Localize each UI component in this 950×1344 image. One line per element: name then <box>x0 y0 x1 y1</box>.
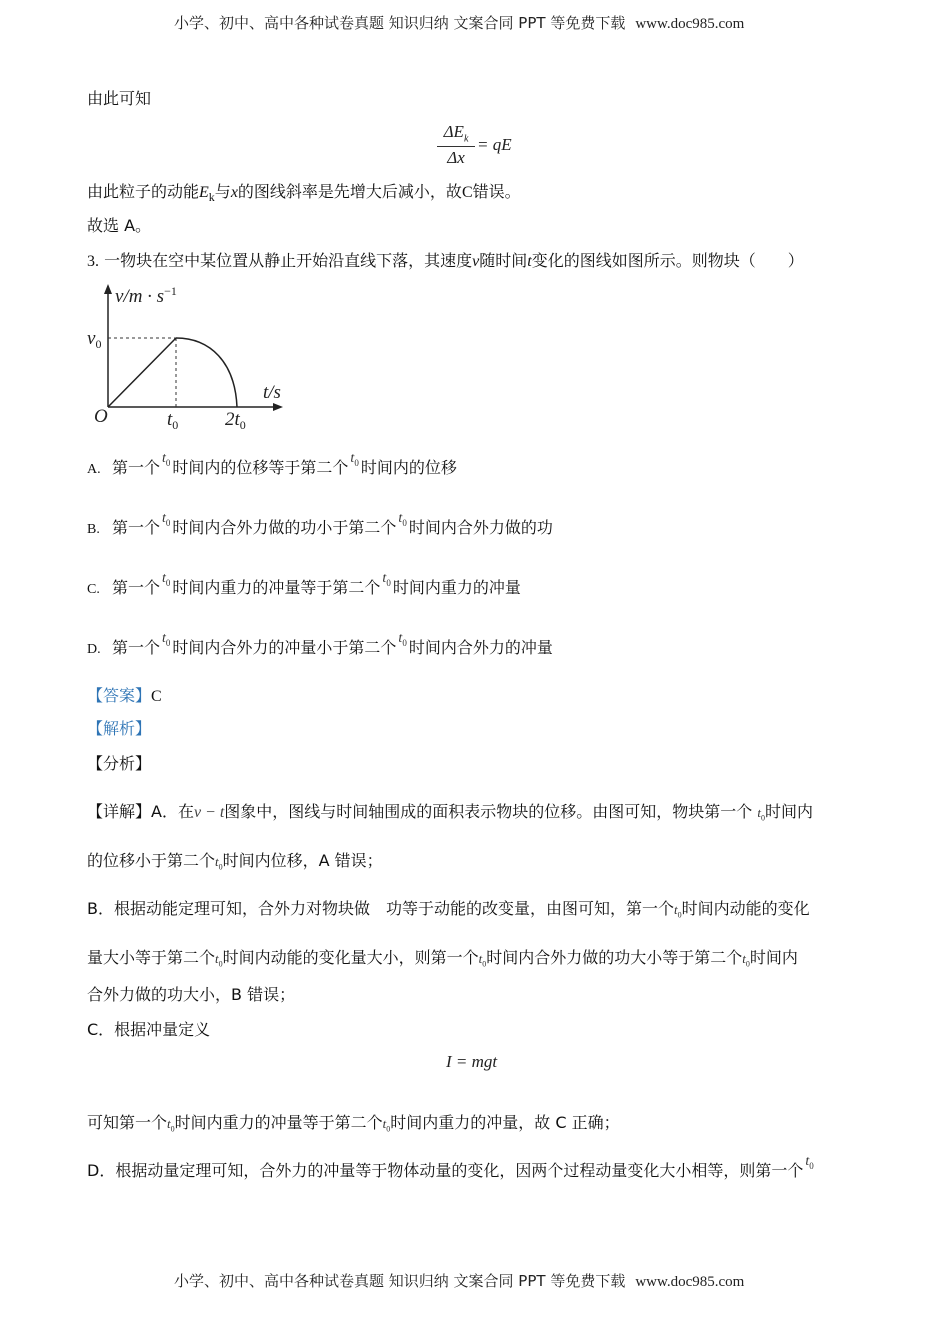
graph-2t0-label: $2t_0$ <box>225 409 246 432</box>
graph-ylabel: $v/m \cdot s^{-1}$ <box>115 284 177 307</box>
option-d[interactable]: D. 第一个 $t_0$ 时间内合外力的冲量小于第二个 $t_0$ 时间内合外力的冲量 <box>87 631 553 657</box>
graph-linear-segment <box>108 338 176 407</box>
intro-line-3: 故选 A。 <box>87 216 152 235</box>
detail-p6: C．根据冲量定义 <box>87 1020 211 1039</box>
fenxi-label: 【分析】 <box>87 754 152 773</box>
graph-origin-label: O <box>94 406 108 427</box>
formula-rhs: = qE <box>477 135 512 154</box>
graph-curve-segment <box>176 338 237 407</box>
fraction-bar <box>437 146 475 147</box>
detail-p5: 合外力做的功大小，B 错误； <box>87 985 296 1004</box>
formula-impulse: I = mgt <box>446 1052 498 1071</box>
answer-value: C <box>151 688 162 705</box>
graph-t0-label: $t_0$ <box>167 409 179 432</box>
vt-graph <box>85 282 305 437</box>
option-b[interactable]: B. 第一个 $t_0$ 时间内合外力做的功小于第二个 $t_0$ 时间内合外力做的功 <box>87 511 553 537</box>
intro-line-2: 由此粒子的动能$E_k$与x的图线斜率是先增大后减小，故C错误。 <box>87 182 521 205</box>
option-a[interactable]: A. 第一个 $t_0$ 时间内的位移等于第二个 $t_0$ 时间内的位移 <box>87 451 457 477</box>
x-axis-arrow <box>273 403 283 411</box>
jiexi-label: 【解析】 <box>87 719 152 738</box>
formula-numerator: $\Delta E_k$ <box>443 122 469 145</box>
detail-p3: B．根据动能定理可知，合外力对物块做 功等于动能的改变量，由图可知，第一个$t_0$时间内动能的变化 <box>87 899 810 920</box>
detail-p4: 量大小等于第二个$t_0$时间内动能的变化量大小，则第一个$t_0$时间内合外力做的功大小等于第二个$t_0$时间内 <box>87 948 798 969</box>
header-text: 小学、初中、高中各种试卷真题 知识归纳 文案合同 PPT 等免费下载 <box>174 14 626 32</box>
header-url[interactable]: www.doc985.com <box>635 16 745 32</box>
formula-dek-dx <box>437 122 517 172</box>
footer-url[interactable]: www.doc985.com <box>635 1274 745 1290</box>
detail-p8: D．根据动量定理可知，合外力的冲量等于物体动量的变化，因两个过程动量变化大小相等，则第一个 $t_0$ <box>87 1154 814 1180</box>
answer-label: 【答案】 <box>87 686 152 705</box>
footer-text: 小学、初中、高中各种试卷真题 知识归纳 文案合同 PPT 等免费下载 <box>174 1272 626 1290</box>
graph-xlabel: t/s <box>263 382 281 403</box>
formula-denominator: Δx <box>447 148 465 167</box>
graph-v0-label: $v_0$ <box>87 328 102 351</box>
question-stem: 3. 一物块在空中某位置从静止开始沿直线下落，其速度v随时间t变化的图线如图所示。则物块（ ） <box>87 251 804 270</box>
detail-p7: 可知第一个$t_0$时间内重力的冲量等于第二个$t_0$时间内重力的冲量，故 C 正确； <box>87 1113 620 1134</box>
page-header <box>174 12 744 33</box>
intro-line-1: 由此可知 <box>87 89 152 108</box>
detail-p1: 【详解】A．在v − t图象中，图线与时间轴围成的面积表示物块的位移。由图可知，物块第一个 $t_0$时间内 <box>87 802 814 823</box>
page-footer <box>174 1270 744 1291</box>
y-axis-arrow <box>104 284 112 294</box>
answer-line <box>87 685 162 708</box>
option-c[interactable]: C. 第一个 $t_0$ 时间内重力的冲量等于第二个 $t_0$ 时间内重力的冲量 <box>87 571 521 597</box>
detail-p2: 的位移小于第二个$t_0$时间内位移，A 错误； <box>87 851 383 872</box>
